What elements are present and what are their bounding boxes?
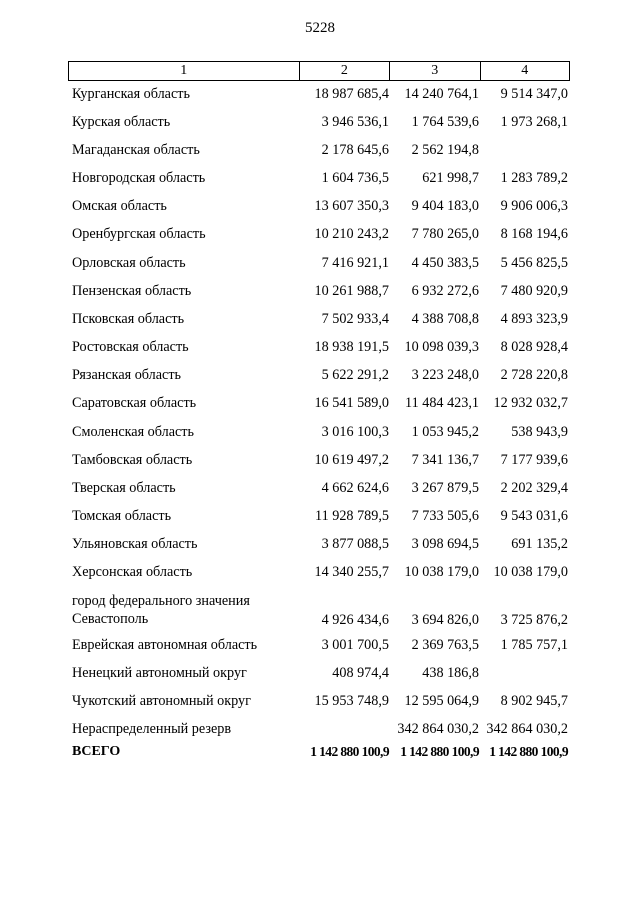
value-col-4: 12 932 032,7 xyxy=(493,395,568,411)
value-col-2: 7 416 921,1 xyxy=(321,255,389,271)
region-name: Саратовская область xyxy=(72,395,197,411)
table-row xyxy=(0,506,640,526)
table-row xyxy=(0,196,640,216)
value-col-3: 3 098 694,5 xyxy=(411,536,479,552)
page-number: 5228 xyxy=(305,20,335,36)
value-col-3: 4 450 383,5 xyxy=(411,255,479,271)
table-row xyxy=(0,84,640,104)
value-col-2: 10 619 497,2 xyxy=(314,452,389,468)
value-col-3: 621 998,7 xyxy=(422,170,479,186)
total-row xyxy=(0,742,640,762)
value-col-3: 7 780 265,0 xyxy=(411,226,479,242)
region-name: Омская область xyxy=(72,198,167,214)
table-row xyxy=(0,450,640,470)
region-name: Тверская область xyxy=(72,480,176,496)
value-col-4: 5 456 825,5 xyxy=(500,255,568,271)
table-row xyxy=(0,337,640,357)
table-row xyxy=(0,112,640,132)
value-col-2: 3 877 088,5 xyxy=(321,536,389,552)
table-header xyxy=(68,61,570,81)
table-row xyxy=(0,253,640,273)
value-col-4: 9 514 347,0 xyxy=(500,86,568,102)
region-name: Тамбовская область xyxy=(72,452,193,468)
region-name: Томская область xyxy=(72,508,172,524)
table-row xyxy=(0,281,640,301)
value-col-2: 18 938 191,5 xyxy=(314,339,389,355)
value-col-3: 3 694 826,0 xyxy=(411,612,479,628)
region-name: Псковская область xyxy=(72,311,185,327)
region-name: Рязанская область xyxy=(72,367,182,383)
total-col-3: 1 142 880 100,9 xyxy=(400,744,479,759)
value-col-3: 2 562 194,8 xyxy=(411,142,479,158)
value-col-4: 2 728 220,8 xyxy=(500,367,568,383)
value-col-4: 691 135,2 xyxy=(511,536,568,552)
value-col-2: 7 502 933,4 xyxy=(321,311,389,327)
value-col-2: 10 261 988,7 xyxy=(314,283,389,299)
column-header-1: 1 xyxy=(180,63,188,78)
value-col-3: 342 864 030,2 xyxy=(397,721,479,737)
value-col-3: 7 341 136,7 xyxy=(411,452,479,468)
value-col-3: 10 038 179,0 xyxy=(404,564,479,580)
table-row xyxy=(0,393,640,413)
table-row xyxy=(0,422,640,442)
region-name: Чукотский автономный округ xyxy=(72,693,251,709)
value-col-4: 342 864 030,2 xyxy=(486,721,568,737)
table-row xyxy=(0,224,640,244)
value-col-3: 1 764 539,6 xyxy=(411,114,479,130)
value-col-2: 3 946 536,1 xyxy=(321,114,389,130)
value-col-3: 3 267 879,5 xyxy=(411,480,479,496)
value-col-3: 12 595 064,9 xyxy=(404,693,479,709)
value-col-3: 10 098 039,3 xyxy=(404,339,479,355)
value-col-2: 16 541 589,0 xyxy=(314,395,389,411)
table-row xyxy=(0,663,640,683)
total-label: ВСЕГО xyxy=(72,744,121,759)
region-name: Ростовская область xyxy=(72,339,189,355)
region-name: Смоленская область xyxy=(72,424,194,440)
table-row xyxy=(0,562,640,582)
table-row xyxy=(0,365,640,385)
value-col-3: 6 932 272,6 xyxy=(411,283,479,299)
value-col-4: 4 893 323,9 xyxy=(500,311,568,327)
column-header-3: 3 xyxy=(389,62,479,80)
value-col-3: 9 404 183,0 xyxy=(411,198,479,214)
column-header-4: 4 xyxy=(480,62,569,80)
value-col-4: 3 725 876,2 xyxy=(500,612,568,628)
value-col-4: 1 283 789,2 xyxy=(500,170,568,186)
value-col-4: 8 168 194,6 xyxy=(500,226,568,242)
region-name: Курская область xyxy=(72,114,171,130)
total-col-2: 1 142 880 100,9 xyxy=(310,744,389,759)
value-col-3: 438 186,8 xyxy=(422,665,479,681)
value-col-2: 15 953 748,9 xyxy=(314,693,389,709)
region-name: Херсонская область xyxy=(72,564,193,580)
value-col-2: 5 622 291,2 xyxy=(321,367,389,383)
value-col-3: 3 223 248,0 xyxy=(411,367,479,383)
total-col-4: 1 142 880 100,9 xyxy=(489,744,568,759)
value-col-4: 8 028 928,4 xyxy=(500,339,568,355)
region-name: Магаданская область xyxy=(72,142,200,158)
value-col-4: 8 902 945,7 xyxy=(500,693,568,709)
region-name: Нераспределенный резерв xyxy=(72,721,232,737)
region-name: Ульяновская область xyxy=(72,536,198,552)
table-row xyxy=(0,168,640,188)
value-col-2: 3 001 700,5 xyxy=(321,637,389,653)
value-col-4: 1 785 757,1 xyxy=(500,637,568,653)
value-col-2: 4 926 434,6 xyxy=(321,612,389,628)
region-name: Орловская область xyxy=(72,255,186,271)
region-name-line1: город федерального значения xyxy=(72,593,250,609)
value-col-2: 13 607 350,3 xyxy=(314,198,389,214)
value-col-3: 1 053 945,2 xyxy=(411,424,479,440)
value-col-2: 14 340 255,7 xyxy=(314,564,389,580)
table-row xyxy=(0,309,640,329)
table-row xyxy=(0,478,640,498)
value-col-2: 11 928 789,5 xyxy=(315,508,389,524)
table-row xyxy=(0,719,640,739)
value-col-4: 10 038 179,0 xyxy=(493,564,568,580)
value-col-4: 7 480 920,9 xyxy=(500,283,568,299)
table-row xyxy=(0,691,640,711)
value-col-2: 408 974,4 xyxy=(332,665,389,681)
region-name: Новгородская область xyxy=(72,170,206,186)
value-col-4: 2 202 329,4 xyxy=(500,480,568,496)
value-col-2: 10 210 243,2 xyxy=(314,226,389,242)
table-row xyxy=(0,635,640,655)
value-col-2: 1 604 736,5 xyxy=(321,170,389,186)
region-name: Ненецкий автономный округ xyxy=(72,665,247,681)
value-col-3: 14 240 764,1 xyxy=(404,86,479,102)
region-name-line2: Севастополь xyxy=(72,611,149,627)
region-name: Курганская область xyxy=(72,86,190,102)
value-col-2: 4 662 624,6 xyxy=(321,480,389,496)
value-col-2: 3 016 100,3 xyxy=(321,424,389,440)
table-row xyxy=(0,534,640,554)
table-row xyxy=(0,140,640,160)
region-name: Пензенская область xyxy=(72,283,192,299)
value-col-4: 7 177 939,6 xyxy=(500,452,568,468)
value-col-4: 9 906 006,3 xyxy=(500,198,568,214)
value-col-3: 7 733 505,6 xyxy=(411,508,479,524)
value-col-4: 9 543 031,6 xyxy=(500,508,568,524)
value-col-2: 18 987 685,4 xyxy=(314,86,389,102)
region-name: Еврейская автономная область xyxy=(72,637,258,653)
value-col-4: 1 973 268,1 xyxy=(500,114,568,130)
region-name: Оренбургская область xyxy=(72,226,206,242)
value-col-3: 4 388 708,8 xyxy=(411,311,479,327)
column-header-2: 2 xyxy=(299,62,389,80)
value-col-3: 11 484 423,1 xyxy=(405,395,479,411)
table-row xyxy=(0,592,640,632)
value-col-2: 2 178 645,6 xyxy=(321,142,389,158)
value-col-3: 2 369 763,5 xyxy=(411,637,479,653)
value-col-4: 538 943,9 xyxy=(511,424,568,440)
